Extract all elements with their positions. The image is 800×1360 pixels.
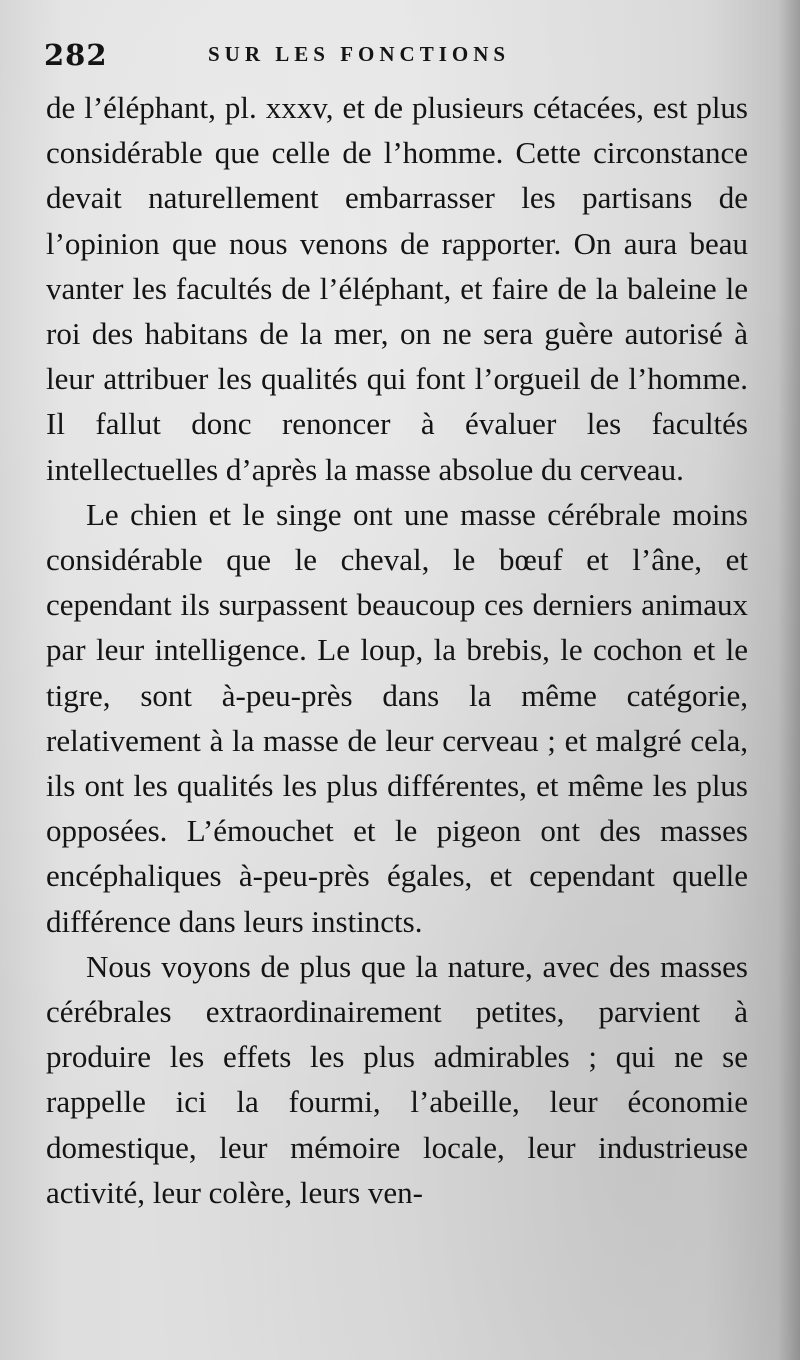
- paragraph-2: Le chien et le singe ont une masse cérébrale moins considérable que le cheval, le bœuf et l’âne, et cependant ils surpassent beaucoup ces derniers animaux par leur intelligence. Le loup, la brebis, le cochon et le tigre, sont à-peu-près dans la même catégorie, relativement à la masse de leur cerveau ; et malgré cela, ils ont les qualités les plus différentes, et même les plus opposées. L’émouchet et le pigeon ont des masses encéphaliques à-peu-près égales, et cependant quelle différence dans leurs instincts.: [46, 496, 748, 939]
- paragraph-1: de l’éléphant, pl. xxxv, et de plusieurs cétacées, est plus considérable que celle de l’homme. Cette circonstance devait naturellement embarrasser les partisans de l’opinion que nous venons de rapporter. On aura beau vanter les facultés de l’éléphant, et faire de la baleine le roi des habitans de la mer, on ne sera guère autorisé à leur attribuer les qualités qui font l’orgueil de l’homme. Il fallut donc renoncer à évaluer les facultés intellectuelles d’après la masse absolue du cerveau.: [46, 90, 748, 487]
- running-head: SUR LES FONCTIONS: [208, 42, 511, 66]
- page-header: [44, 38, 760, 78]
- page-number: 282: [44, 38, 108, 72]
- body-text: [46, 85, 748, 1215]
- paragraph-3: Nous voyons de plus que la nature, avec des masses cérébrales extraordinairement petites, parvient à produire les effets les plus admirables ; qui ne se rappelle ici la fourmi, l’abeille, leur économie domestique, leur mémoire locale, leur industrieuse activité, leur colère, leurs ven-: [46, 948, 748, 1210]
